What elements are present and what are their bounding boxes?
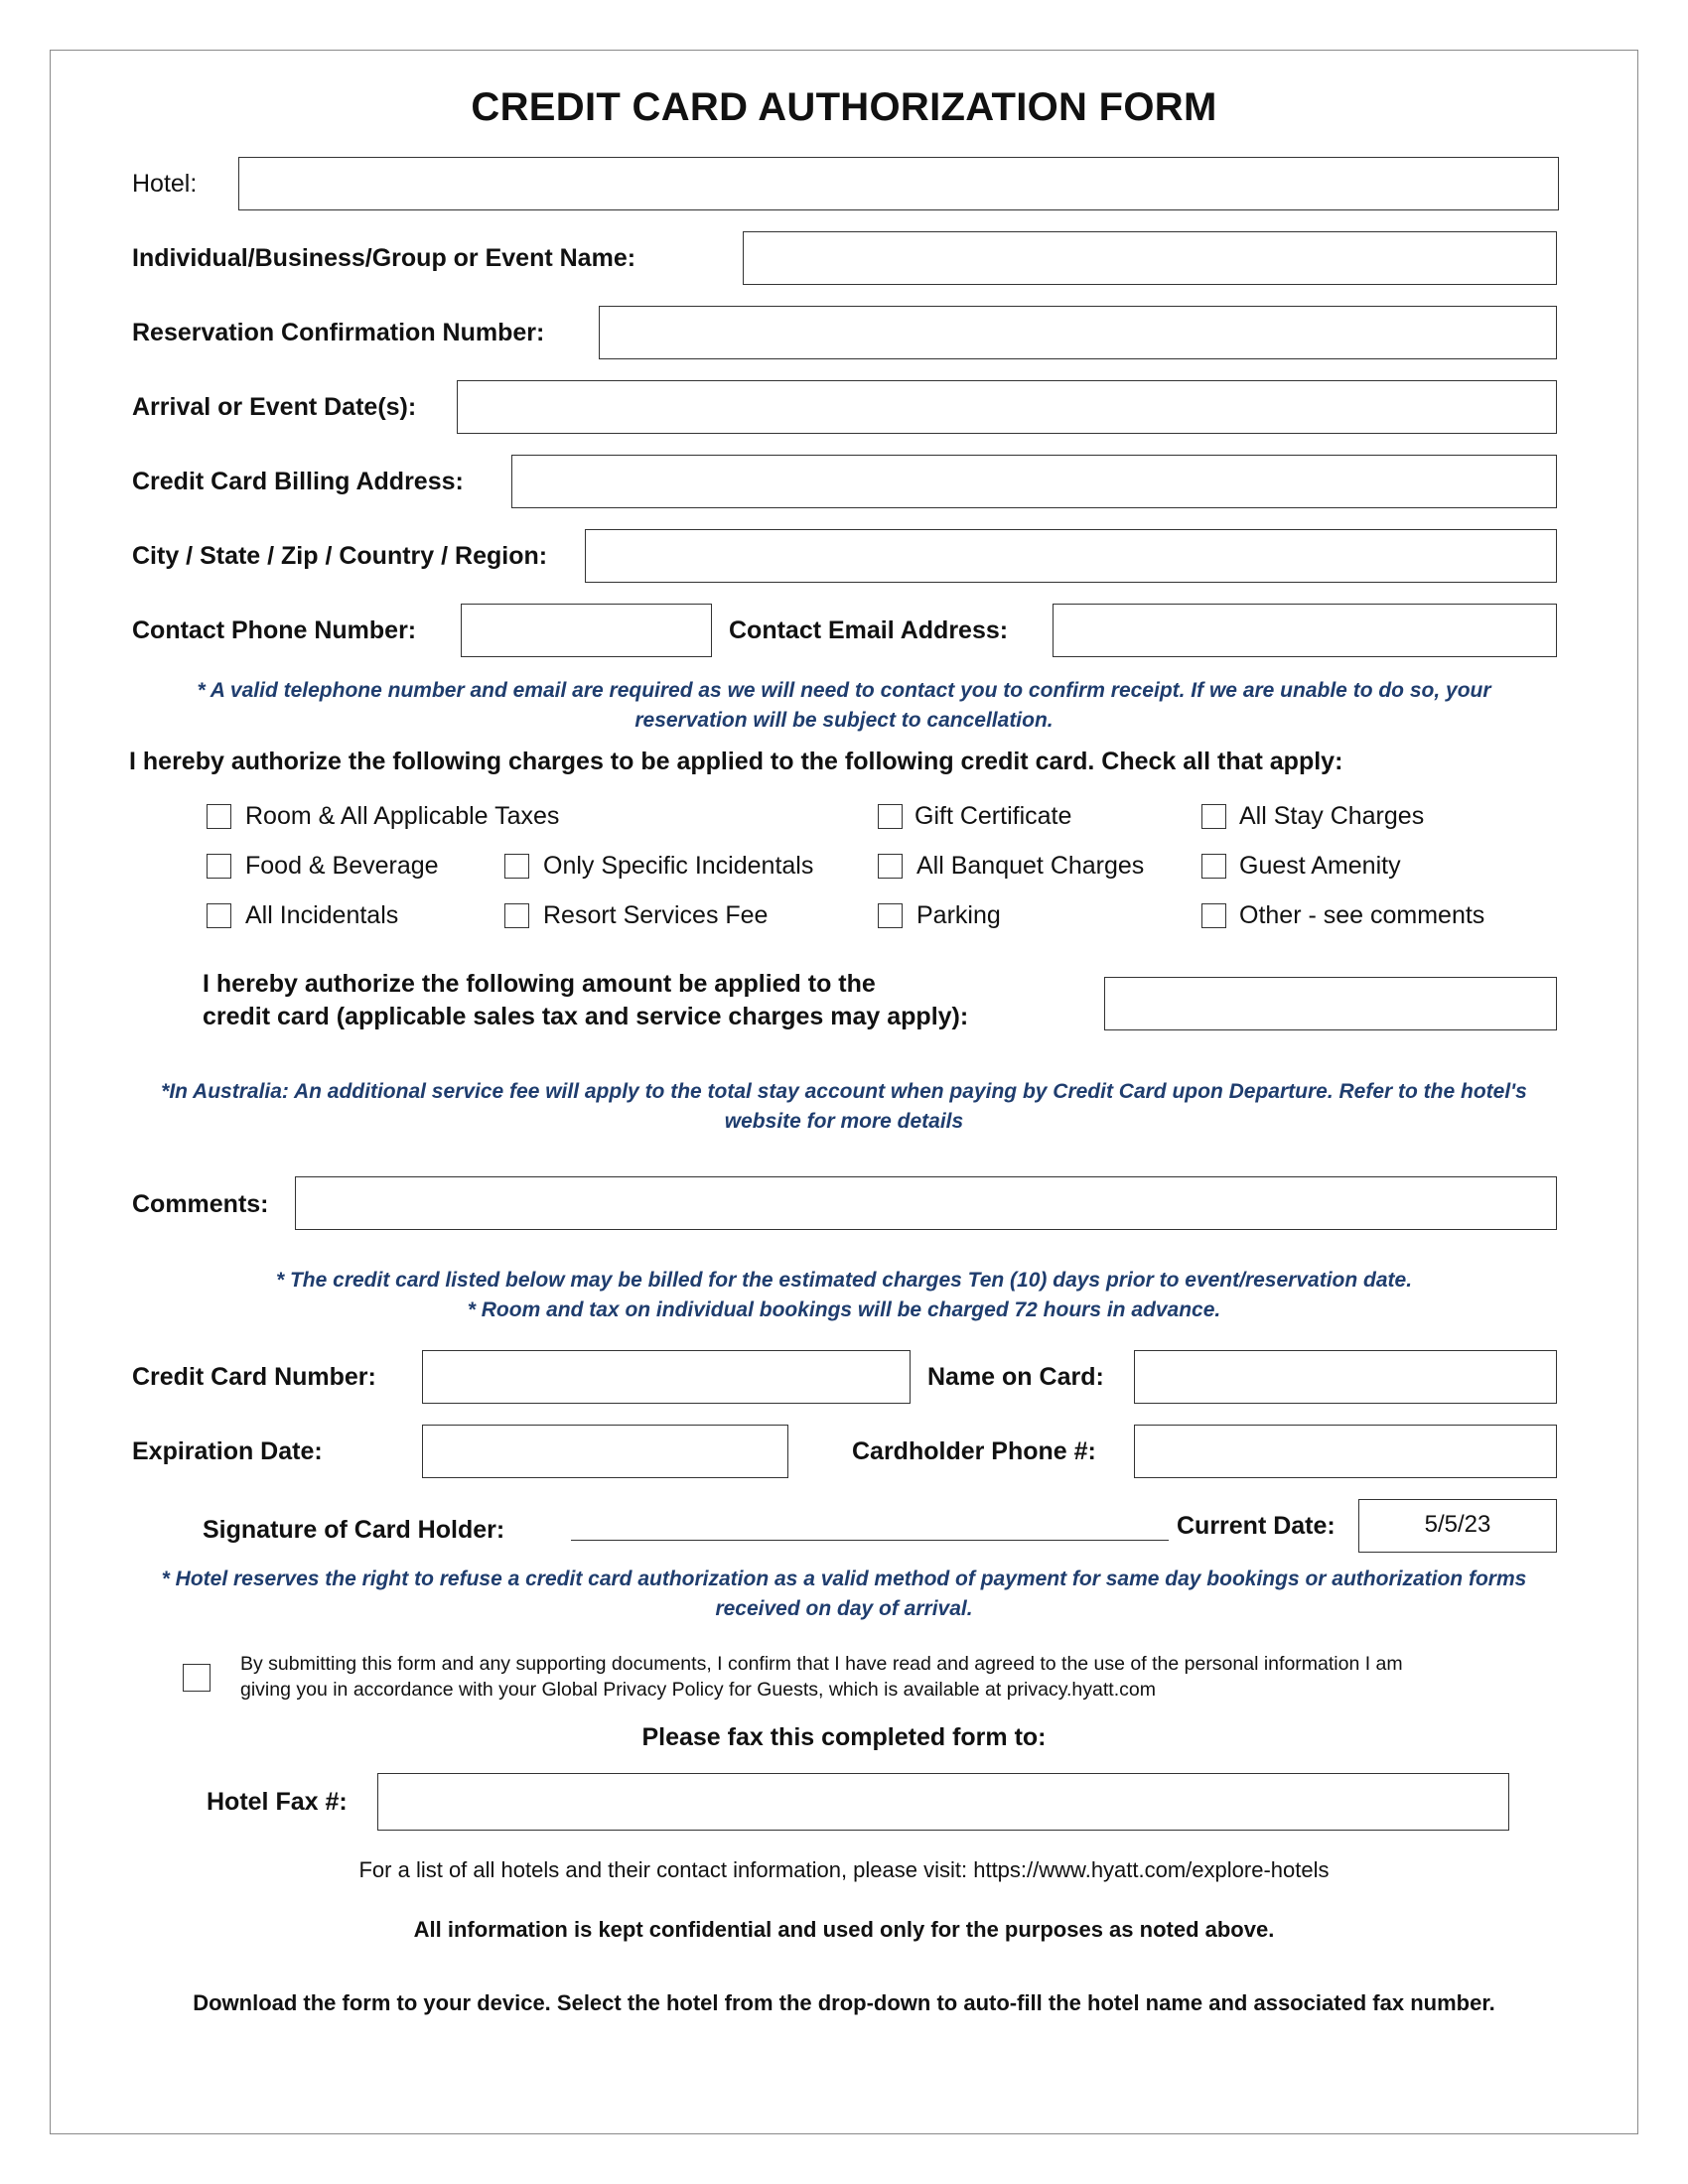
- privacy-consent-line1: By submitting this form and any supporting documents, I confirm that I have read and agreed to the use of the personal information I am: [240, 1653, 1403, 1675]
- authorize-charges-heading: I hereby authorize the following charges to be applied to the following credit card. Check all that apply:: [129, 748, 1343, 775]
- food-beverage-checkbox[interactable]: [207, 854, 231, 879]
- all-incidentals-label: All Incidentals: [245, 901, 399, 929]
- hotels-list-note: For a list of all hotels and their contact information, please visit: https://www.hyatt.com/explore-hotels: [358, 1857, 1330, 1882]
- specific-incidentals-checkbox[interactable]: [504, 854, 529, 879]
- guest-amenity-label: Guest Amenity: [1239, 852, 1401, 880]
- food-beverage-label: Food & Beverage: [245, 852, 439, 880]
- form-title: CREDIT CARD AUTHORIZATION FORM: [471, 85, 1217, 129]
- parking-label: Parking: [916, 901, 1001, 929]
- confirmation-number-input[interactable]: [599, 306, 1557, 359]
- name-on-card-input[interactable]: [1134, 1350, 1557, 1404]
- event-name-input[interactable]: [743, 231, 1557, 285]
- all-stay-charges-label: All Stay Charges: [1239, 802, 1425, 830]
- gift-certificate-checkbox[interactable]: [878, 804, 903, 829]
- confidential-note: All information is kept confidential and used only for the purposes as noted above.: [413, 1917, 1275, 1942]
- privacy-consent-checkbox[interactable]: [183, 1664, 211, 1692]
- australia-fee-note: *In Australia: An additional service fee will apply to the total stay account when paying by Credit Card upon Departure. Refer to the hotel's website for more details: [161, 1080, 1527, 1133]
- comments-label: Comments:: [132, 1190, 269, 1218]
- download-instructions: Download the form to your device. Select the hotel from the drop-down to auto-fill the hotel name and associated fax number.: [193, 1990, 1495, 2015]
- confirmation-number-label: Reservation Confirmation Number:: [132, 319, 545, 346]
- other-checkbox[interactable]: [1201, 903, 1226, 928]
- amount-label-line2: credit card (applicable sales tax and service charges may apply):: [203, 1003, 969, 1030]
- resort-fee-checkbox[interactable]: [504, 903, 529, 928]
- arrival-date-label: Arrival or Event Date(s):: [132, 393, 417, 421]
- billing-address-label: Credit Card Billing Address:: [132, 468, 464, 495]
- name-on-card-label: Name on Card:: [927, 1363, 1104, 1391]
- hotel-input[interactable]: [238, 157, 1559, 210]
- guest-amenity-checkbox[interactable]: [1201, 854, 1226, 879]
- room-taxes-label: Room & All Applicable Taxes: [245, 802, 560, 830]
- resort-fee-label: Resort Services Fee: [543, 901, 769, 929]
- all-stay-charges-checkbox[interactable]: [1201, 804, 1226, 829]
- advance-charge-note: * Room and tax on individual bookings will be charged 72 hours in advance.: [467, 1298, 1221, 1321]
- arrival-date-input[interactable]: [457, 380, 1557, 434]
- card-number-input[interactable]: [422, 1350, 911, 1404]
- contact-phone-label: Contact Phone Number:: [132, 616, 417, 644]
- all-incidentals-checkbox[interactable]: [207, 903, 231, 928]
- city-state-zip-input[interactable]: [585, 529, 1557, 583]
- billing-timing-note: * The credit card listed below may be billed for the estimated charges Ten (10) days prior to event/reservation date.: [275, 1269, 1413, 1292]
- contact-email-label: Contact Email Address:: [729, 616, 1009, 644]
- refuse-authorization-note: * Hotel reserves the right to refuse a credit card authorization as a valid method of payment for same day bookings or authorization forms received on day of arrival.: [161, 1568, 1527, 1620]
- signature-line[interactable]: [571, 1540, 1169, 1541]
- room-taxes-checkbox[interactable]: [207, 804, 231, 829]
- specific-incidentals-label: Only Specific Incidentals: [543, 852, 814, 880]
- comments-input[interactable]: [295, 1176, 1557, 1230]
- fax-heading: Please fax this completed form to:: [641, 1723, 1047, 1751]
- amount-label-line1: I hereby authorize the following amount be applied to the: [203, 970, 876, 998]
- contact-email-input[interactable]: [1053, 604, 1557, 657]
- signature-label: Signature of Card Holder:: [203, 1516, 505, 1544]
- hotel-label: Hotel:: [132, 170, 198, 198]
- other-label: Other - see comments: [1239, 901, 1485, 929]
- event-name-label: Individual/Business/Group or Event Name:: [132, 244, 636, 272]
- banquet-charges-checkbox[interactable]: [878, 854, 903, 879]
- hotel-fax-label: Hotel Fax #:: [207, 1788, 348, 1816]
- cardholder-phone-label: Cardholder Phone #:: [852, 1437, 1096, 1465]
- gift-certificate-label: Gift Certificate: [914, 802, 1072, 830]
- cardholder-phone-input[interactable]: [1134, 1425, 1557, 1478]
- contact-required-note: * A valid telephone number and email are required as we will need to contact you to confirm receipt. If we are unable to do so, your reservation will be subject to cancellation.: [197, 679, 1491, 732]
- current-date-label: Current Date:: [1177, 1512, 1336, 1540]
- banquet-charges-label: All Banquet Charges: [916, 852, 1145, 880]
- contact-phone-input[interactable]: [461, 604, 712, 657]
- privacy-consent-line2: giving you in accordance with your Global Privacy Policy for Guests, which is available at privacy.hyatt.com: [240, 1679, 1156, 1701]
- current-date-input[interactable]: 5/5/23: [1358, 1499, 1557, 1553]
- amount-input[interactable]: [1104, 977, 1557, 1030]
- expiration-date-label: Expiration Date:: [132, 1437, 323, 1465]
- city-state-zip-label: City / State / Zip / Country / Region:: [132, 542, 548, 570]
- card-number-label: Credit Card Number:: [132, 1363, 376, 1391]
- expiration-date-input[interactable]: [422, 1425, 788, 1478]
- hotel-fax-input[interactable]: [377, 1773, 1509, 1831]
- billing-address-input[interactable]: [511, 455, 1557, 508]
- parking-checkbox[interactable]: [878, 903, 903, 928]
